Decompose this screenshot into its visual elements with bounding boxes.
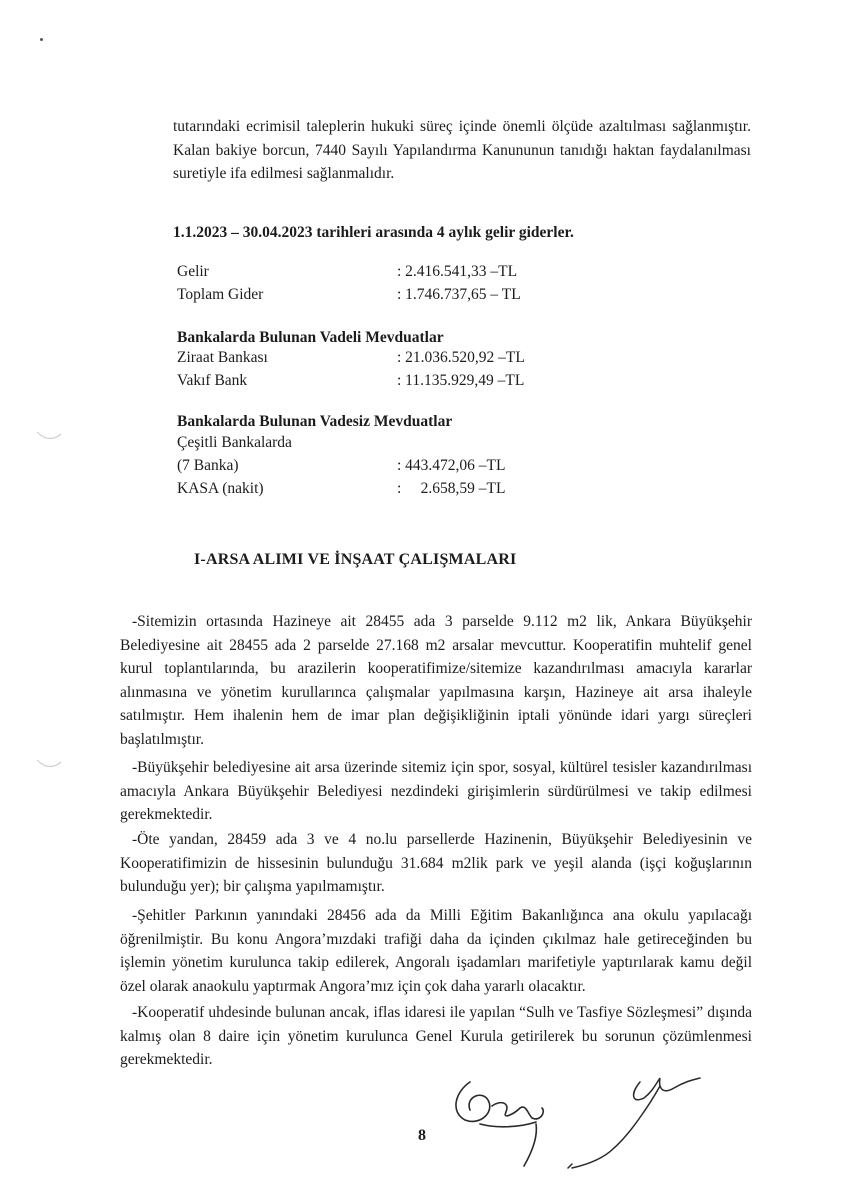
cash-label: KASA (nakit) [177,480,264,497]
body-paragraph: -Büyükşehir belediyesine ait arsa üzerinde sitemiz için spor, sosyal, kültürel tesisler kazandırılması amacıyla Ankara Büyükşehir Belediyesi nezdindeki girişimlerin sürdürülmesi ve takip edilmesi gerekmektedir. [120,759,752,823]
body-paragraph: -Kooperatif uhdesinde bulunan ancak, iflas idaresi ile yapılan “Sulh ve Tasfiye Sözleşmesi” dışında kalmış olan 8 daire için yönetim kurulunca Genel Kurula getirilerek bu sorunun çözümlenmesi gerekmektedir. [120,1004,752,1068]
bank-label: Ziraat Bankası [177,349,268,366]
bank-value: : 11.135.929,49 –TL [397,372,525,389]
body-paragraph: -Öte yandan, 28459 ada 3 ve 4 no.lu parsellerde Hazinenin, Büyükşehir Belediyesinin ve Kooperatifimizin de hissesinin bulunduğu 31.684 m2lik park ve yeşil alanda (işçi koğuşlarının bulunduğu yer); bir çalışma yapılmamıştır. [120,831,752,895]
expense-value: : 1.746.737,65 – TL [397,286,521,303]
punch-hole-mark-bottom [34,756,64,772]
income-value: : 2.416.541,33 –TL [397,263,518,280]
body-paragraph: -Şehitler Parkının yanındaki 28456 ada da Milli Eğitim Bakanlığınca ana okulu yapılacağı öğrenilmiştir. Bu konu Angora’mızdaki trafiği daha da içinden çıkılmaz hale getireceğinden bu işlemin yönetim kurulunca takip edilerek, Angoralı işadamları marifetiyle yaptırılarak kamu değil özel olarak anaokulu yaptırmak Angora’mız için çok daha yararlı olacaktır. [120,907,752,995]
time-deposits-heading: Bankalarda Bulunan Vadeli Mevduatlar [177,329,444,346]
demand-deposits-heading: Bankalarda Bulunan Vadesiz Mevduatlar [177,413,453,430]
bank-value: : 443.472,06 –TL [397,457,506,474]
signature-right [560,1064,710,1174]
bank-label: Vakıf Bank [177,372,248,389]
income-heading: 1.1.2023 – 30.04.2023 tarihleri arasında 4 aylık gelir giderler. [173,224,574,241]
subheading-label: Çeşitli Bankalarda [177,434,292,451]
page-number: 8 [418,1127,426,1144]
bank-value: : 21.036.520,92 –TL [397,349,525,366]
income-label: Gelir [177,263,209,280]
scan-dot [40,38,43,41]
intro-paragraph: tutarındaki ecrimisil taleplerin hukuki süreç içinde önemli ölçüde azaltılması sağlanmıştır. Kalan bakiye borcun, 7440 Sayılı Yapılandırma Kanununun tanıdığı haktan faydalanılması suretiyle ifa edilmesi sağlanmalıdır. [173,118,751,182]
cash-value: : 2.658,59 –TL [397,480,506,497]
expense-label: Toplam Gider [177,286,264,303]
bank-label: (7 Banka) [177,457,239,474]
signature-left [440,1062,580,1172]
body-paragraph: -Sitemizin ortasında Hazineye ait 28455 ada 3 parselde 9.112 m2 lik, Ankara Büyükşehir Belediyesine ait 28455 ada 2 parselde 27.168 m2 arsalar mevcuttur. Kooperatifin muhtelif genel kurul toplantılarında, bu arazilerin kooperatifimize/sitemize kazandırılması amacıyla kararlar alınmasına ve yönetim kurullarınca çalışmalar yapılmasına karşın, Hazineye ait arsa ihaleyle satılmıştır. Hem ihalenin hem de imar plan değişikliğinin iptali yönünde idari yargı süreçleri başlatılmıştır. [120,613,752,748]
section-title: I-ARSA ALIMI VE İNŞAAT ÇALIŞMALARI [194,551,517,568]
punch-hole-mark-top [34,428,64,444]
